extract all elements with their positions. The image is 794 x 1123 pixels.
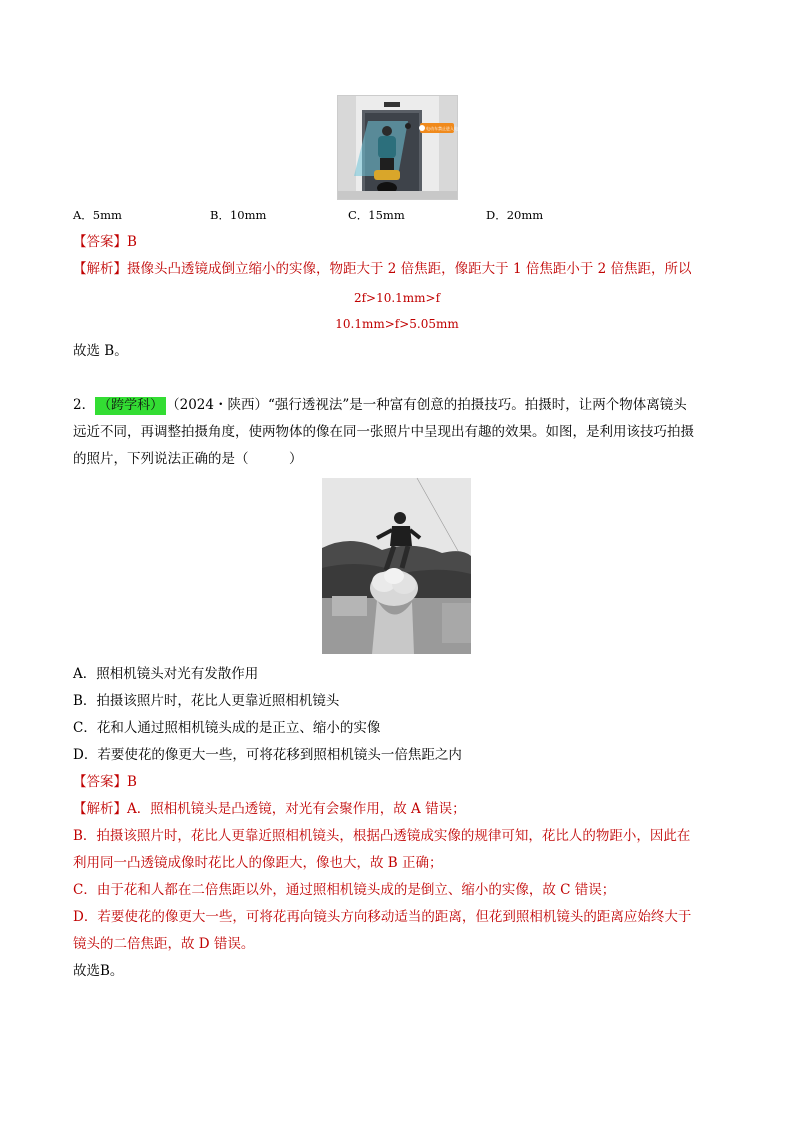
q1-formula-2: 10.1mm>f>5.05mm — [335, 317, 459, 331]
q2-answer — [73, 773, 137, 791]
forced-perspective-photo — [322, 478, 471, 654]
q1-option-c: C．15mm — [348, 208, 405, 222]
q2-answer-label: 【答案】 — [73, 774, 127, 790]
q2-number: 2． — [73, 397, 96, 413]
q2-option-a: A．照相机镜头对光有发散作用 — [73, 666, 259, 682]
q2-stem-line-3: 的照片，下列说法正确的是（ ） — [73, 451, 303, 467]
q1-option-a: A．5mm — [73, 208, 122, 222]
q2-answer-value: B — [127, 774, 137, 790]
elevator-scooter-illustration — [338, 96, 462, 199]
q2-stem-line-2: 远近不同，再调整拍摄角度，使两物体的像在同一张照片中呈现出有趣的效果。如图，是利用该技巧拍摄 — [73, 424, 694, 440]
elevator-scooter-image — [337, 95, 462, 200]
q2-option-c: C．花和人通过照相机镜头成的是正立、缩小的实像 — [73, 720, 381, 736]
q1-formula-1: 2f>10.1mm>f — [353, 291, 441, 305]
q2-option-d: D．若要使花的像更大一些，可将花移到照相机镜头一倍焦距之内 — [73, 747, 462, 763]
q2-analysis-line-1 — [73, 800, 466, 818]
q1-option-d: D．20mm — [486, 208, 544, 222]
q2-analysis-line-5: D．若要使花的像更大一些，可将花再向镜头方向移动适当的距离，但花到照相机镜头的距离应始终大于 — [73, 909, 692, 925]
q1-analysis-text: 摄像头凸透镜成倒立缩小的实像，物距大于 2 倍焦距，像距大于 1 倍焦距小于 2 倍焦距，所以 — [127, 261, 692, 277]
elevator-warning-text: 电动车禁止进入电梯 — [426, 126, 462, 131]
q2-conclusion: 故选B。 — [73, 963, 124, 979]
q2-analysis-text-1: A．照相机镜头是凸透镜，对光有会聚作用，故 A 错误； — [127, 801, 466, 817]
q2-analysis-line-6: 镜头的二倍焦距，故 D 错误。 — [73, 936, 255, 952]
q2-analysis-line-2: B．拍摄该照片时，花比人更靠近照相机镜头，根据凸透镜成实像的规律可知，花比人的物距小，因此在 — [73, 828, 691, 844]
q2-analysis-line-4: C．由于花和人都在二倍焦距以外，通过照相机镜头成的是倒立、缩小的实像，故 C 错误； — [73, 882, 616, 898]
q1-conclusion: 故选 B。 — [73, 343, 128, 359]
q2-stem-text-1: “强行透视法”是一种富有创意的拍摄技巧。拍摄时，让两个物体离镜头 — [267, 397, 687, 413]
q1-analysis — [73, 260, 692, 278]
q2-analysis-line-3: 利用同一凸透镜成像时花比人的像距大，像也大，故 B 正确； — [73, 855, 443, 871]
q2-analysis-label: 【解析】 — [73, 801, 127, 817]
q1-option-b: B．10mm — [210, 208, 267, 222]
q1-answer-value: B — [127, 234, 137, 250]
q1-answer-label: 【答案】 — [73, 234, 127, 250]
q1-answer — [73, 233, 137, 251]
forced-perspective-illustration — [322, 478, 471, 654]
q2-subject-tag: （跨学科） — [95, 397, 166, 415]
q1-analysis-label: 【解析】 — [73, 261, 127, 277]
q2-stem-line-1 — [73, 396, 687, 415]
q2-source: （2024・陕西） — [166, 397, 268, 413]
q2-option-b: B．拍摄该照片时，花比人更靠近照相机镜头 — [73, 693, 340, 709]
